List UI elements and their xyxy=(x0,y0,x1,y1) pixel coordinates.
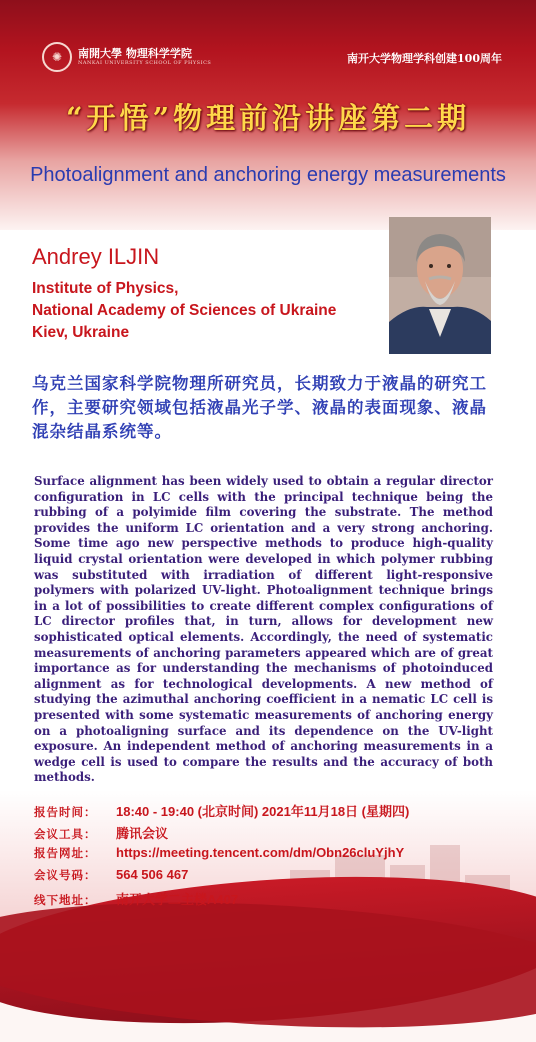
school-name-en: NANKAI UNIVERSITY SCHOOL OF PHYSICS xyxy=(78,60,212,66)
info-value: 18:40 - 19:40 (北京时间) 2021年11月18日 (星期四) xyxy=(116,804,410,819)
speaker-photo xyxy=(389,217,491,354)
school-name-cn: 物理科学学院 xyxy=(125,47,192,60)
info-label: 报告网址： xyxy=(34,846,97,860)
info-row-tool xyxy=(34,823,168,842)
speaker-intro-cn: 乌克兰国家科学院物理所研究员，长期致力于液晶的研究工作，主要研究领域包括液晶光子学、液晶的表面现象、液晶混杂结晶系统等。 xyxy=(32,374,487,441)
talk-abstract: Surface alignment has been widely used to obtain a regular director configuration in LC cells with the principal technique being the rubbing of a polyimide film covering the substrate. The method provides the uniform LC orientation and a very strong anchoring. Some time ago new perspective methods to produce high-quality liquid crystal orientation were developed in which polymer rubbing was substituted with irradiation of different light-responsive polymers with polarized UV-light. Photoalignment technique brings in a lot of possibilities to create different complex configurations of LC director profiles that, in turn, allows for development new sophisticated optical elements. Accordingly, the need of systematic measurements of anchoring parameters appeared which are of great importance as for understanding the mechanisms of photoinduced alignment as for technological developments. A new method of studying the azimuthal anchoring coefficient in a nematic LC cell is presented with some systematic measurements of anchoring energy on a photoaligning surface and its dependence on the UV-light exposure. An independent method of anchoring measurements in a wedge cell is used to compare the results and the accuracy of both methods. xyxy=(34,474,493,785)
university-header xyxy=(42,42,211,72)
info-label: 线下地址： xyxy=(34,893,97,907)
affiliation-line: Institute of Physics, xyxy=(32,280,179,297)
speaker-name: Andrey ILJIN xyxy=(32,244,160,269)
school-name-block xyxy=(78,48,211,66)
info-value: 南开大学二主楼A407 xyxy=(116,892,239,907)
logo-text: 南開大學 xyxy=(78,47,122,60)
info-row-meeting-id xyxy=(34,867,188,883)
speaker-affiliation xyxy=(32,278,336,344)
info-label: 会议号码： xyxy=(34,868,97,882)
anniversary-text: 南开大学物理学科创建100周年 xyxy=(347,52,502,65)
talk-title: Photoalignment and anchoring energy measurements xyxy=(30,164,506,186)
series-title: “开悟”物理前沿讲座第二期 xyxy=(65,101,471,135)
info-label: 会议工具： xyxy=(34,827,97,841)
affiliation-line: National Academy of Sciences of Ukraine xyxy=(32,302,337,319)
university-seal-icon: ✺ xyxy=(42,42,72,72)
info-value: 564 506 467 xyxy=(116,867,189,882)
affiliation-line: Kiev, Ukraine xyxy=(32,324,130,341)
info-row-url xyxy=(34,845,404,861)
info-label: 报告时间： xyxy=(34,805,97,819)
meeting-link[interactable]: https://meeting.tencent.com/dm/Obn26cluYjhY xyxy=(116,845,405,860)
info-row-time xyxy=(34,801,409,820)
info-value: 腾讯会议 xyxy=(116,826,169,841)
info-row-location xyxy=(34,889,238,908)
